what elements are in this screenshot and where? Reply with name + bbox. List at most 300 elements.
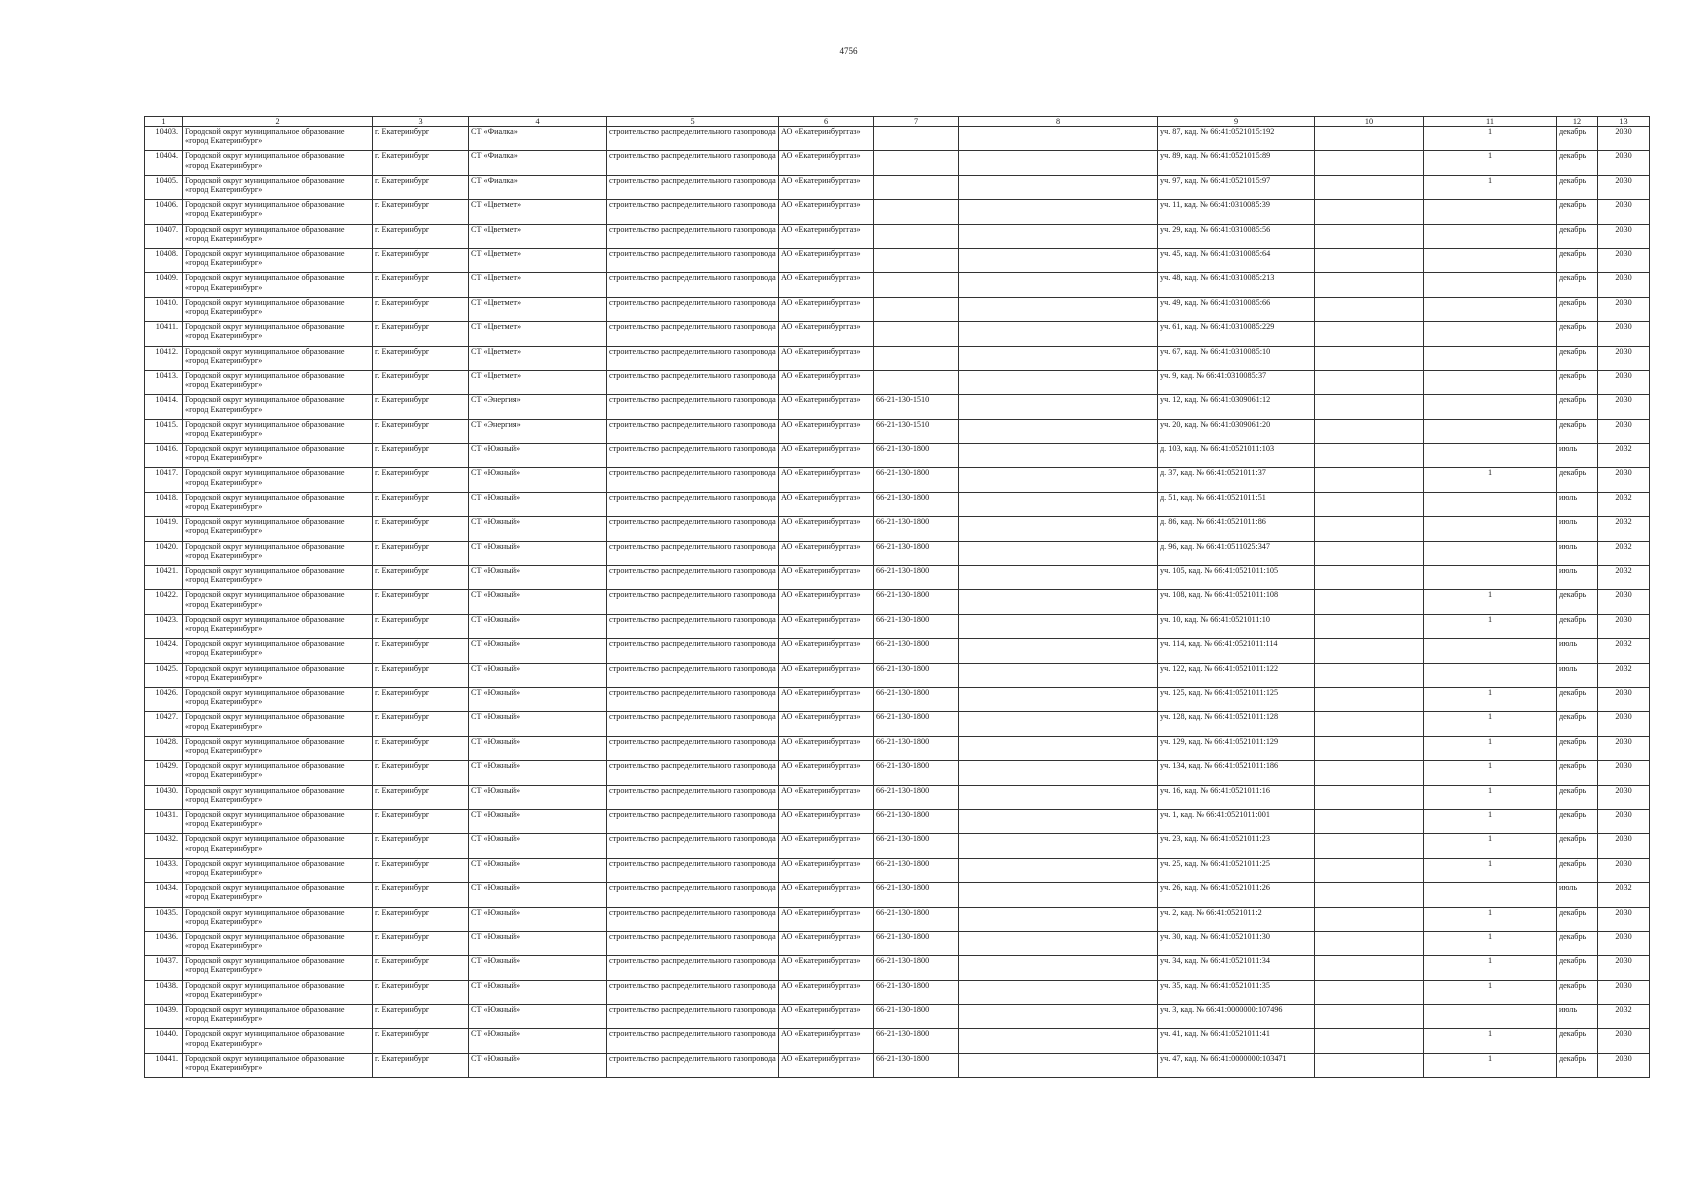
cell-settlement: г. Екатеринбург: [373, 883, 469, 907]
cell-settlement: г. Екатеринбург: [373, 322, 469, 346]
cell-municipality: Городской округ муниципальное образование «город Екатеринбург»: [183, 224, 373, 248]
cell-year: 2030: [1598, 346, 1650, 370]
table-row: [145, 639, 1650, 663]
cell-municipality: Городской округ муниципальное образование «город Екатеринбург»: [183, 395, 373, 419]
cell-quantity: 1: [1424, 785, 1557, 809]
cell-settlement: г. Екатеринбург: [373, 127, 469, 151]
column-header-3: 3: [373, 117, 469, 127]
cell-year: 2032: [1598, 639, 1650, 663]
cell-settlement: г. Екатеринбург: [373, 151, 469, 175]
cell-cadastral-number: уч. 30, кад. № 66:41:0521011:30: [1158, 931, 1315, 955]
cell-partnership: СТ «Южный»: [469, 736, 607, 760]
cell-year: 2032: [1598, 492, 1650, 516]
cell-note: [959, 590, 1158, 614]
cell-work-type: строительство распределительного газопровода: [607, 248, 779, 272]
cell-settlement: г. Екатеринбург: [373, 834, 469, 858]
cell-work-type: строительство распределительного газопровода: [607, 736, 779, 760]
cell-work-type: строительство распределительного газопровода: [607, 931, 779, 955]
cell-quantity: [1424, 248, 1557, 272]
cell-scheme-code: 66-21-130-1800: [874, 712, 959, 736]
cell-row-number: 10406.: [145, 200, 183, 224]
cell-scheme-code: [874, 370, 959, 394]
cell-scheme-code: [874, 273, 959, 297]
column-header-6: 6: [779, 117, 874, 127]
cell-row-number: 10412.: [145, 346, 183, 370]
cell-municipality: Городской округ муниципальное образование «город Екатеринбург»: [183, 175, 373, 199]
cell-settlement: г. Екатеринбург: [373, 761, 469, 785]
cell-work-type: строительство распределительного газопровода: [607, 297, 779, 321]
cell-work-type: строительство распределительного газопровода: [607, 1029, 779, 1053]
cell-year: 2030: [1598, 785, 1650, 809]
cell-operator: АО «Екатеринбурггаз»: [779, 907, 874, 931]
cell-quantity: [1424, 322, 1557, 346]
cell-extra: [1315, 346, 1424, 370]
cell-year: 2030: [1598, 614, 1650, 638]
cell-work-type: строительство распределительного газопровода: [607, 590, 779, 614]
table-row: [145, 370, 1650, 394]
cell-cadastral-number: уч. 45, кад. № 66:41:0310085:64: [1158, 248, 1315, 272]
cell-operator: АО «Екатеринбурггаз»: [779, 444, 874, 468]
cell-quantity: 1: [1424, 956, 1557, 980]
table-row: [145, 175, 1650, 199]
cell-note: [959, 346, 1158, 370]
cell-note: [959, 200, 1158, 224]
cell-month: декабрь: [1557, 127, 1598, 151]
cell-month: декабрь: [1557, 419, 1598, 443]
cell-note: [959, 712, 1158, 736]
cell-operator: АО «Екатеринбурггаз»: [779, 687, 874, 711]
table-row: [145, 761, 1650, 785]
table-row: [145, 395, 1650, 419]
cell-month: декабрь: [1557, 785, 1598, 809]
cell-partnership: СТ «Южный»: [469, 931, 607, 955]
cell-quantity: 1: [1424, 931, 1557, 955]
cell-partnership: СТ «Энергия»: [469, 419, 607, 443]
cell-note: [959, 395, 1158, 419]
cell-operator: АО «Екатеринбурггаз»: [779, 248, 874, 272]
table-row: [145, 858, 1650, 882]
cell-scheme-code: 66-21-130-1800: [874, 858, 959, 882]
cell-note: [959, 517, 1158, 541]
cell-extra: [1315, 541, 1424, 565]
cell-note: [959, 492, 1158, 516]
cell-municipality: Городской округ муниципальное образование «город Екатеринбург»: [183, 297, 373, 321]
table-header: [145, 117, 1650, 127]
cell-cadastral-number: уч. 29, кад. № 66:41:0310085:56: [1158, 224, 1315, 248]
cell-municipality: Городской округ муниципальное образование «город Екатеринбург»: [183, 370, 373, 394]
cell-cadastral-number: уч. 61, кад. № 66:41:0310085:229: [1158, 322, 1315, 346]
cell-extra: [1315, 322, 1424, 346]
cell-partnership: СТ «Южный»: [469, 541, 607, 565]
cell-operator: АО «Екатеринбурггаз»: [779, 419, 874, 443]
cell-scheme-code: [874, 200, 959, 224]
cell-operator: АО «Екатеринбурггаз»: [779, 761, 874, 785]
cell-cadastral-number: уч. 1, кад. № 66:41:0521011:001: [1158, 809, 1315, 833]
cell-settlement: г. Екатеринбург: [373, 517, 469, 541]
cell-extra: [1315, 883, 1424, 907]
cell-quantity: 1: [1424, 907, 1557, 931]
column-header-9: 9: [1158, 117, 1315, 127]
cell-cadastral-number: уч. 129, кад. № 66:41:0521011:129: [1158, 736, 1315, 760]
cell-year: 2032: [1598, 663, 1650, 687]
table-row: [145, 712, 1650, 736]
cell-municipality: Городской округ муниципальное образование «город Екатеринбург»: [183, 590, 373, 614]
cell-note: [959, 687, 1158, 711]
table-row: [145, 346, 1650, 370]
cell-municipality: Городской округ муниципальное образование «город Екатеринбург»: [183, 639, 373, 663]
cell-note: [959, 834, 1158, 858]
cell-month: декабрь: [1557, 1053, 1598, 1077]
cell-municipality: Городской округ муниципальное образование «город Екатеринбург»: [183, 663, 373, 687]
cell-municipality: Городской округ муниципальное образование «город Екатеринбург»: [183, 566, 373, 590]
cell-extra: [1315, 492, 1424, 516]
column-header-1: 1: [145, 117, 183, 127]
cell-quantity: 1: [1424, 151, 1557, 175]
cell-municipality: Городской округ муниципальное образование «город Екатеринбург»: [183, 200, 373, 224]
cell-scheme-code: 66-21-130-1800: [874, 614, 959, 638]
cell-work-type: строительство распределительного газопровода: [607, 492, 779, 516]
cell-municipality: Городской округ муниципальное образование «город Екатеринбург»: [183, 736, 373, 760]
cell-operator: АО «Екатеринбурггаз»: [779, 1053, 874, 1077]
cell-work-type: строительство распределительного газопровода: [607, 1053, 779, 1077]
cell-extra: [1315, 370, 1424, 394]
cell-month: июль: [1557, 492, 1598, 516]
cell-month: декабрь: [1557, 834, 1598, 858]
cell-row-number: 10422.: [145, 590, 183, 614]
table-row: [145, 883, 1650, 907]
cell-extra: [1315, 297, 1424, 321]
cell-month: декабрь: [1557, 175, 1598, 199]
cell-municipality: Городской округ муниципальное образование «город Екатеринбург»: [183, 883, 373, 907]
cell-scheme-code: [874, 322, 959, 346]
cell-row-number: 10416.: [145, 444, 183, 468]
table-row: [145, 517, 1650, 541]
cell-row-number: 10408.: [145, 248, 183, 272]
cell-scheme-code: 66-21-130-1800: [874, 639, 959, 663]
cell-month: декабрь: [1557, 736, 1598, 760]
cell-work-type: строительство распределительного газопровода: [607, 200, 779, 224]
cell-row-number: 10438.: [145, 980, 183, 1004]
cell-extra: [1315, 419, 1424, 443]
cell-note: [959, 956, 1158, 980]
cell-extra: [1315, 980, 1424, 1004]
header-row: [145, 117, 1650, 127]
cell-scheme-code: [874, 151, 959, 175]
cell-cadastral-number: д. 103, кад. № 66:41:0521011:103: [1158, 444, 1315, 468]
cell-month: декабрь: [1557, 370, 1598, 394]
cell-quantity: [1424, 224, 1557, 248]
cell-quantity: [1424, 492, 1557, 516]
cell-month: декабрь: [1557, 151, 1598, 175]
cell-cadastral-number: уч. 122, кад. № 66:41:0521011:122: [1158, 663, 1315, 687]
cell-quantity: 1: [1424, 614, 1557, 638]
cell-scheme-code: 66-21-130-1800: [874, 444, 959, 468]
cell-extra: [1315, 273, 1424, 297]
cell-settlement: г. Екатеринбург: [373, 809, 469, 833]
cell-month: декабрь: [1557, 346, 1598, 370]
cell-partnership: СТ «Фиалка»: [469, 151, 607, 175]
cell-extra: [1315, 956, 1424, 980]
cell-work-type: строительство распределительного газопровода: [607, 468, 779, 492]
cell-year: 2032: [1598, 444, 1650, 468]
cell-row-number: 10403.: [145, 127, 183, 151]
cell-extra: [1315, 1005, 1424, 1029]
cell-settlement: г. Екатеринбург: [373, 614, 469, 638]
cell-scheme-code: 66-21-130-1800: [874, 1029, 959, 1053]
cell-extra: [1315, 736, 1424, 760]
cell-municipality: Городской округ муниципальное образование «город Екатеринбург»: [183, 517, 373, 541]
cell-year: 2030: [1598, 1053, 1650, 1077]
cell-note: [959, 419, 1158, 443]
cell-partnership: СТ «Южный»: [469, 517, 607, 541]
registry-table: [144, 116, 1650, 1078]
cell-operator: АО «Екатеринбурггаз»: [779, 809, 874, 833]
cell-municipality: Городской округ муниципальное образование «город Екатеринбург»: [183, 468, 373, 492]
table-row: [145, 834, 1650, 858]
cell-settlement: г. Екатеринбург: [373, 1005, 469, 1029]
cell-year: 2030: [1598, 736, 1650, 760]
table-row: [145, 492, 1650, 516]
table-row: [145, 151, 1650, 175]
cell-settlement: г. Екатеринбург: [373, 712, 469, 736]
cell-cadastral-number: уч. 20, кад. № 66:41:0309061:20: [1158, 419, 1315, 443]
cell-note: [959, 248, 1158, 272]
cell-row-number: 10433.: [145, 858, 183, 882]
cell-partnership: СТ «Южный»: [469, 639, 607, 663]
cell-scheme-code: [874, 224, 959, 248]
cell-municipality: Городской округ муниципальное образование «город Екатеринбург»: [183, 712, 373, 736]
cell-month: июль: [1557, 517, 1598, 541]
cell-cadastral-number: д. 51, кад. № 66:41:0521011:51: [1158, 492, 1315, 516]
cell-operator: АО «Екатеринбурггаз»: [779, 200, 874, 224]
cell-municipality: Городской округ муниципальное образование «город Екатеринбург»: [183, 492, 373, 516]
cell-row-number: 10420.: [145, 541, 183, 565]
cell-note: [959, 224, 1158, 248]
cell-year: 2030: [1598, 761, 1650, 785]
cell-cadastral-number: уч. 49, кад. № 66:41:0310085:66: [1158, 297, 1315, 321]
cell-settlement: г. Екатеринбург: [373, 175, 469, 199]
cell-row-number: 10434.: [145, 883, 183, 907]
cell-work-type: строительство распределительного газопровода: [607, 566, 779, 590]
cell-note: [959, 297, 1158, 321]
cell-row-number: 10417.: [145, 468, 183, 492]
cell-year: 2032: [1598, 517, 1650, 541]
cell-scheme-code: 66-21-130-1510: [874, 419, 959, 443]
cell-month: июль: [1557, 541, 1598, 565]
cell-quantity: 1: [1424, 980, 1557, 1004]
cell-note: [959, 858, 1158, 882]
cell-work-type: строительство распределительного газопровода: [607, 663, 779, 687]
cell-operator: АО «Екатеринбурггаз»: [779, 1029, 874, 1053]
cell-work-type: строительство распределительного газопровода: [607, 980, 779, 1004]
cell-municipality: Городской округ муниципальное образование «город Екатеринбург»: [183, 541, 373, 565]
cell-quantity: [1424, 444, 1557, 468]
cell-row-number: 10435.: [145, 907, 183, 931]
cell-cadastral-number: д. 37, кад. № 66:41:0521011:37: [1158, 468, 1315, 492]
cell-municipality: Городской округ муниципальное образование «город Екатеринбург»: [183, 687, 373, 711]
table-row: [145, 663, 1650, 687]
cell-quantity: [1424, 346, 1557, 370]
cell-municipality: Городской округ муниципальное образование «город Екатеринбург»: [183, 1029, 373, 1053]
cell-scheme-code: 66-21-130-1800: [874, 956, 959, 980]
table-row: [145, 127, 1650, 151]
table-row: [145, 566, 1650, 590]
column-header-12: 12: [1557, 117, 1598, 127]
cell-partnership: СТ «Южный»: [469, 566, 607, 590]
cell-operator: АО «Екатеринбурггаз»: [779, 956, 874, 980]
cell-operator: АО «Екатеринбурггаз»: [779, 639, 874, 663]
cell-scheme-code: [874, 297, 959, 321]
cell-settlement: г. Екатеринбург: [373, 224, 469, 248]
cell-operator: АО «Екатеринбурггаз»: [779, 566, 874, 590]
table-body: [145, 127, 1650, 1078]
cell-work-type: строительство распределительного газопровода: [607, 419, 779, 443]
cell-note: [959, 931, 1158, 955]
cell-scheme-code: 66-21-130-1800: [874, 1053, 959, 1077]
cell-operator: АО «Екатеринбурггаз»: [779, 614, 874, 638]
cell-cadastral-number: уч. 2, кад. № 66:41:0521011:2: [1158, 907, 1315, 931]
cell-work-type: строительство распределительного газопровода: [607, 127, 779, 151]
cell-year: 2030: [1598, 1029, 1650, 1053]
cell-year: 2030: [1598, 370, 1650, 394]
cell-operator: АО «Екатеринбурггаз»: [779, 712, 874, 736]
cell-municipality: Городской округ муниципальное образование «город Екатеринбург»: [183, 273, 373, 297]
cell-partnership: СТ «Южный»: [469, 712, 607, 736]
cell-quantity: 1: [1424, 468, 1557, 492]
cell-municipality: Городской округ муниципальное образование «город Екатеринбург»: [183, 614, 373, 638]
cell-operator: АО «Екатеринбурггаз»: [779, 590, 874, 614]
cell-partnership: СТ «Цветмет»: [469, 200, 607, 224]
cell-municipality: Городской округ муниципальное образование «город Екатеринбург»: [183, 834, 373, 858]
cell-quantity: [1424, 663, 1557, 687]
table-row: [145, 614, 1650, 638]
cell-row-number: 10415.: [145, 419, 183, 443]
cell-extra: [1315, 224, 1424, 248]
cell-partnership: СТ «Южный»: [469, 614, 607, 638]
cell-quantity: [1424, 639, 1557, 663]
cell-settlement: г. Екатеринбург: [373, 444, 469, 468]
cell-scheme-code: 66-21-130-1800: [874, 761, 959, 785]
cell-settlement: г. Екатеринбург: [373, 370, 469, 394]
cell-quantity: 1: [1424, 712, 1557, 736]
cell-quantity: [1424, 419, 1557, 443]
cell-month: декабрь: [1557, 468, 1598, 492]
cell-settlement: г. Екатеринбург: [373, 639, 469, 663]
cell-cadastral-number: уч. 23, кад. № 66:41:0521011:23: [1158, 834, 1315, 858]
cell-quantity: [1424, 395, 1557, 419]
cell-quantity: 1: [1424, 127, 1557, 151]
table-row: [145, 224, 1650, 248]
cell-note: [959, 980, 1158, 1004]
table-row: [145, 541, 1650, 565]
table-row: [145, 736, 1650, 760]
cell-row-number: 10411.: [145, 322, 183, 346]
cell-work-type: строительство распределительного газопровода: [607, 785, 779, 809]
cell-operator: АО «Екатеринбурггаз»: [779, 492, 874, 516]
cell-cadastral-number: уч. 35, кад. № 66:41:0521011:35: [1158, 980, 1315, 1004]
cell-extra: [1315, 712, 1424, 736]
cell-work-type: строительство распределительного газопровода: [607, 444, 779, 468]
column-header-2: 2: [183, 117, 373, 127]
cell-settlement: г. Екатеринбург: [373, 492, 469, 516]
cell-year: 2032: [1598, 1005, 1650, 1029]
cell-year: 2030: [1598, 248, 1650, 272]
cell-settlement: г. Екатеринбург: [373, 566, 469, 590]
cell-month: декабрь: [1557, 931, 1598, 955]
cell-year: 2032: [1598, 566, 1650, 590]
cell-work-type: строительство распределительного газопровода: [607, 834, 779, 858]
cell-row-number: 10428.: [145, 736, 183, 760]
cell-partnership: СТ «Цветмет»: [469, 297, 607, 321]
cell-note: [959, 736, 1158, 760]
cell-settlement: г. Екатеринбург: [373, 980, 469, 1004]
cell-cadastral-number: уч. 11, кад. № 66:41:0310085:39: [1158, 200, 1315, 224]
table-row: [145, 1053, 1650, 1077]
cell-row-number: 10404.: [145, 151, 183, 175]
cell-settlement: г. Екатеринбург: [373, 736, 469, 760]
cell-year: 2030: [1598, 322, 1650, 346]
cell-cadastral-number: уч. 125, кад. № 66:41:0521011:125: [1158, 687, 1315, 711]
cell-partnership: СТ «Южный»: [469, 956, 607, 980]
cell-year: 2030: [1598, 980, 1650, 1004]
cell-cadastral-number: уч. 97, кад. № 66:41:0521015:97: [1158, 175, 1315, 199]
cell-operator: АО «Екатеринбурггаз»: [779, 346, 874, 370]
table-row: [145, 956, 1650, 980]
cell-partnership: СТ «Южный»: [469, 980, 607, 1004]
cell-operator: АО «Екатеринбурггаз»: [779, 370, 874, 394]
cell-year: 2030: [1598, 712, 1650, 736]
cell-quantity: 1: [1424, 175, 1557, 199]
cell-settlement: г. Екатеринбург: [373, 590, 469, 614]
cell-scheme-code: 66-21-130-1800: [874, 907, 959, 931]
cell-settlement: г. Екатеринбург: [373, 297, 469, 321]
cell-note: [959, 614, 1158, 638]
cell-cadastral-number: уч. 9, кад. № 66:41:0310085:37: [1158, 370, 1315, 394]
cell-operator: АО «Екатеринбурггаз»: [779, 273, 874, 297]
cell-month: декабрь: [1557, 273, 1598, 297]
cell-operator: АО «Екатеринбурггаз»: [779, 980, 874, 1004]
cell-settlement: г. Екатеринбург: [373, 468, 469, 492]
cell-year: 2030: [1598, 858, 1650, 882]
cell-partnership: СТ «Южный»: [469, 590, 607, 614]
cell-extra: [1315, 175, 1424, 199]
cell-note: [959, 761, 1158, 785]
cell-cadastral-number: уч. 41, кад. № 66:41:0521011:41: [1158, 1029, 1315, 1053]
cell-cadastral-number: уч. 25, кад. № 66:41:0521011:25: [1158, 858, 1315, 882]
cell-partnership: СТ «Южный»: [469, 883, 607, 907]
cell-month: декабрь: [1557, 200, 1598, 224]
cell-quantity: [1424, 200, 1557, 224]
cell-month: декабрь: [1557, 980, 1598, 1004]
cell-scheme-code: 66-21-130-1800: [874, 834, 959, 858]
cell-note: [959, 785, 1158, 809]
cell-partnership: СТ «Южный»: [469, 492, 607, 516]
cell-quantity: 1: [1424, 858, 1557, 882]
cell-year: 2030: [1598, 809, 1650, 833]
cell-row-number: 10426.: [145, 687, 183, 711]
cell-month: декабрь: [1557, 614, 1598, 638]
cell-month: декабрь: [1557, 761, 1598, 785]
table-row: [145, 809, 1650, 833]
cell-cadastral-number: д. 86, кад. № 66:41:0521011:86: [1158, 517, 1315, 541]
table-row: [145, 785, 1650, 809]
cell-partnership: СТ «Южный»: [469, 761, 607, 785]
cell-operator: АО «Екатеринбурггаз»: [779, 834, 874, 858]
cell-scheme-code: 66-21-130-1510: [874, 395, 959, 419]
column-header-11: 11: [1424, 117, 1557, 127]
cell-row-number: 10407.: [145, 224, 183, 248]
cell-partnership: СТ «Южный»: [469, 444, 607, 468]
